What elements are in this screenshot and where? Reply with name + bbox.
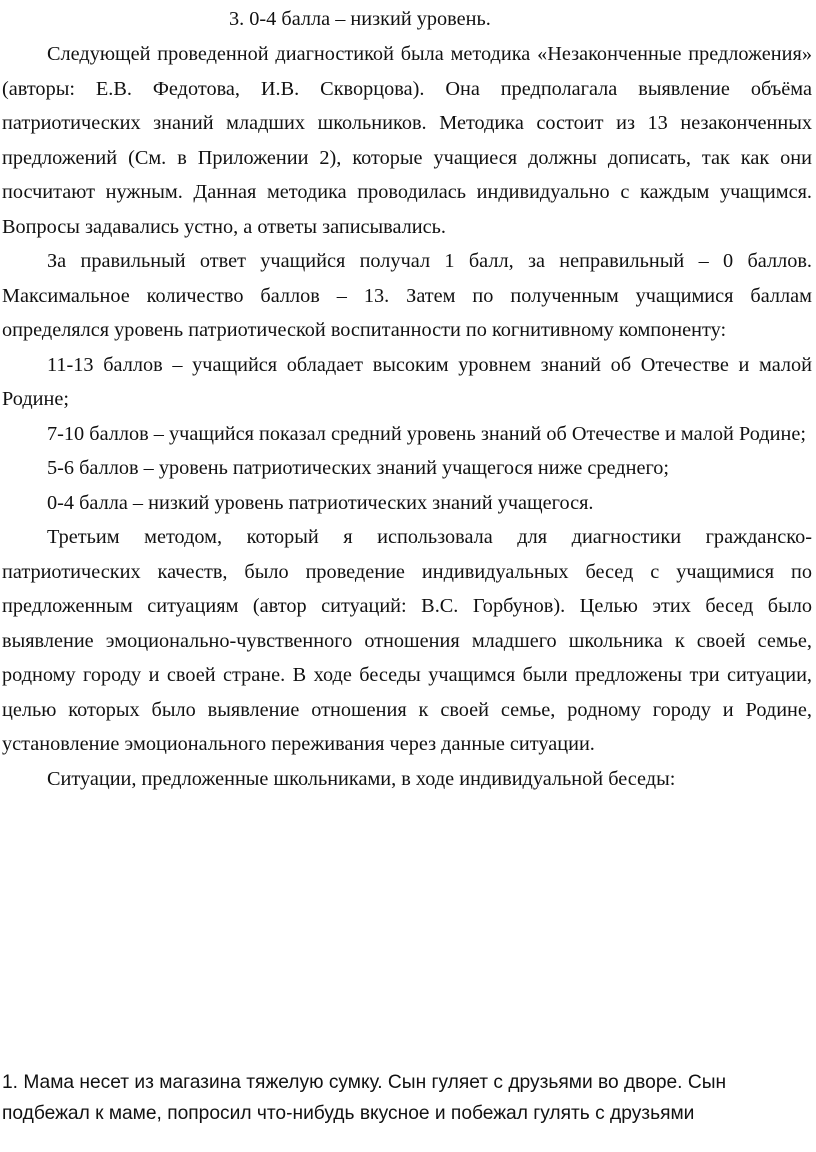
paragraph-methodology: Следующей проведенной диагностикой была методика «Незаконченные предложения» (авторы: Е.В. Федотова, И.В. Скворцова). Она предполагала выявление объёма патриотических знаний младших школьников. Методика состоит из 13 незаконченных предложений (См. в Приложении 2), которые учащиеся должны дописать, так как они посчитают нужным. Данная методика проводилась индивидуально с каждым учащимся. Вопросы задавались устно, а ответы записывались. xyxy=(2,43,812,238)
document-body xyxy=(0,37,812,796)
paragraph-level-high: 11-13 баллов – учащийся обладает высоким уровнем знаний об Отечестве и малой Родине; xyxy=(2,353,812,410)
paragraph-third-method: Третьим методом, который я использовала для диагностики гражданско-патриотических качеств, было проведение индивидуальных бесед с учащимися по предложенным ситуациям (автор ситуаций: В.С. Горбунов). Целью этих бесед было выявление эмоционально-чувственного отношения младшего школьника к своей семье, родному городу и своей стране. В ходе беседы учащимся были предложены три ситуации, целью которых было выявление отношения к своей семье, родному городу и Родине, установление эмоционального переживания через данные ситуации. xyxy=(2,526,812,755)
paragraph-level-low: 0-4 балла – низкий уровень патриотических знаний учащегося. xyxy=(47,491,594,514)
paragraph-situations-intro: Ситуации, предложенные школьниками, в ходе индивидуальной беседы: xyxy=(47,767,676,790)
situation-block xyxy=(0,1067,802,1129)
paragraph-level-medium: 7-10 баллов – учащийся показал средний уровень знаний об Отечестве и малой Родине; xyxy=(47,422,806,445)
heading-line: 3. 0-4 балла – низкий уровень. xyxy=(229,8,491,30)
situation-1: 1. Мама несет из магазина тяжелую сумку. Сын гуляет с друзьями во дворе. Сын подбежал к маме, попросил что-нибудь вкусное и побежал гулять с друзьями xyxy=(2,1072,727,1124)
paragraph-scoring: За правильный ответ учащийся получал 1 балл, за неправильный – 0 баллов. Максимальное количество баллов – 13. Затем по полученным учащимися баллам определялся уровень патриотической воспитанности по когнитивному компоненту: xyxy=(2,250,812,341)
paragraph-level-below-medium: 5-6 баллов – уровень патриотических знаний учащегося ниже среднего; xyxy=(47,457,670,479)
